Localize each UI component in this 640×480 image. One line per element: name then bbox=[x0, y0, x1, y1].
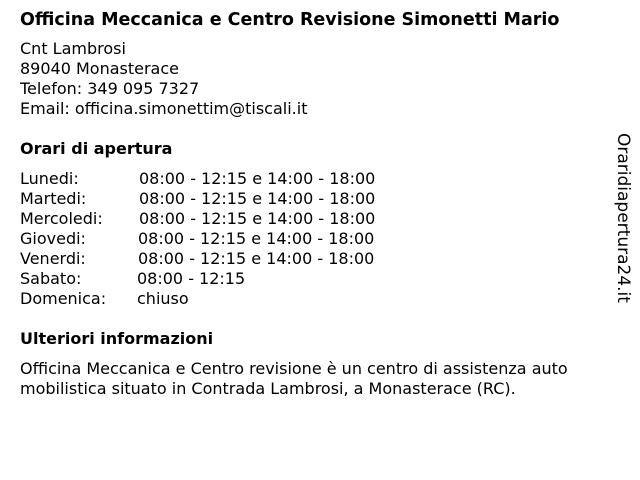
hours-heading: Orari di apertura bbox=[20, 139, 173, 158]
day-label: Giovedi: bbox=[20, 229, 86, 248]
time-value: 08:00 - 12:15 e 14:00 - 18:00 bbox=[138, 229, 375, 248]
hours-row-friday bbox=[20, 249, 600, 269]
time-value: 08:00 - 12:15 e 14:00 - 18:00 bbox=[139, 169, 376, 188]
info-description: Officina Meccanica e Centro revisione è un centro di assistenza auto mobilistica situato in Contrada Lambrosi, a Monasterace (RC). bbox=[20, 359, 568, 398]
day-label: Mercoledi: bbox=[20, 209, 103, 228]
address-street: Cnt Lambrosi bbox=[20, 39, 126, 58]
time-value: chiuso bbox=[137, 289, 189, 308]
day-label: Venerdi: bbox=[20, 249, 86, 268]
hours-row-tuesday bbox=[20, 189, 600, 209]
opening-hours-table bbox=[20, 169, 600, 309]
day-label: Lunedi: bbox=[20, 169, 79, 188]
email-address: Email: officina.simonettim@tiscali.it bbox=[20, 99, 308, 118]
time-value: 08:00 - 12:15 bbox=[137, 269, 246, 288]
address-city: 89040 Monasterace bbox=[20, 59, 179, 78]
business-card bbox=[20, 9, 600, 399]
hours-row-thursday bbox=[20, 229, 600, 249]
hours-row-sunday bbox=[20, 289, 600, 309]
phone-number: Telefon: 349 095 7327 bbox=[20, 79, 200, 98]
time-value: 08:00 - 12:15 e 14:00 - 18:00 bbox=[139, 209, 376, 228]
day-label: Martedi: bbox=[20, 189, 87, 208]
day-label: Sabato: bbox=[20, 269, 82, 288]
watermark-logo: Oraridiapertura24.it bbox=[613, 133, 633, 303]
day-label: Domenica: bbox=[20, 289, 107, 308]
contact-block bbox=[20, 39, 600, 119]
business-name: Officina Meccanica e Centro Revisione Simonetti Mario bbox=[20, 10, 560, 30]
time-value: 08:00 - 12:15 e 14:00 - 18:00 bbox=[138, 249, 375, 268]
time-value: 08:00 - 12:15 e 14:00 - 18:00 bbox=[139, 189, 376, 208]
hours-row-monday bbox=[20, 169, 600, 189]
hours-row-saturday bbox=[20, 269, 600, 289]
hours-row-wednesday bbox=[20, 209, 600, 229]
info-heading: Ulteriori informazioni bbox=[20, 329, 214, 348]
